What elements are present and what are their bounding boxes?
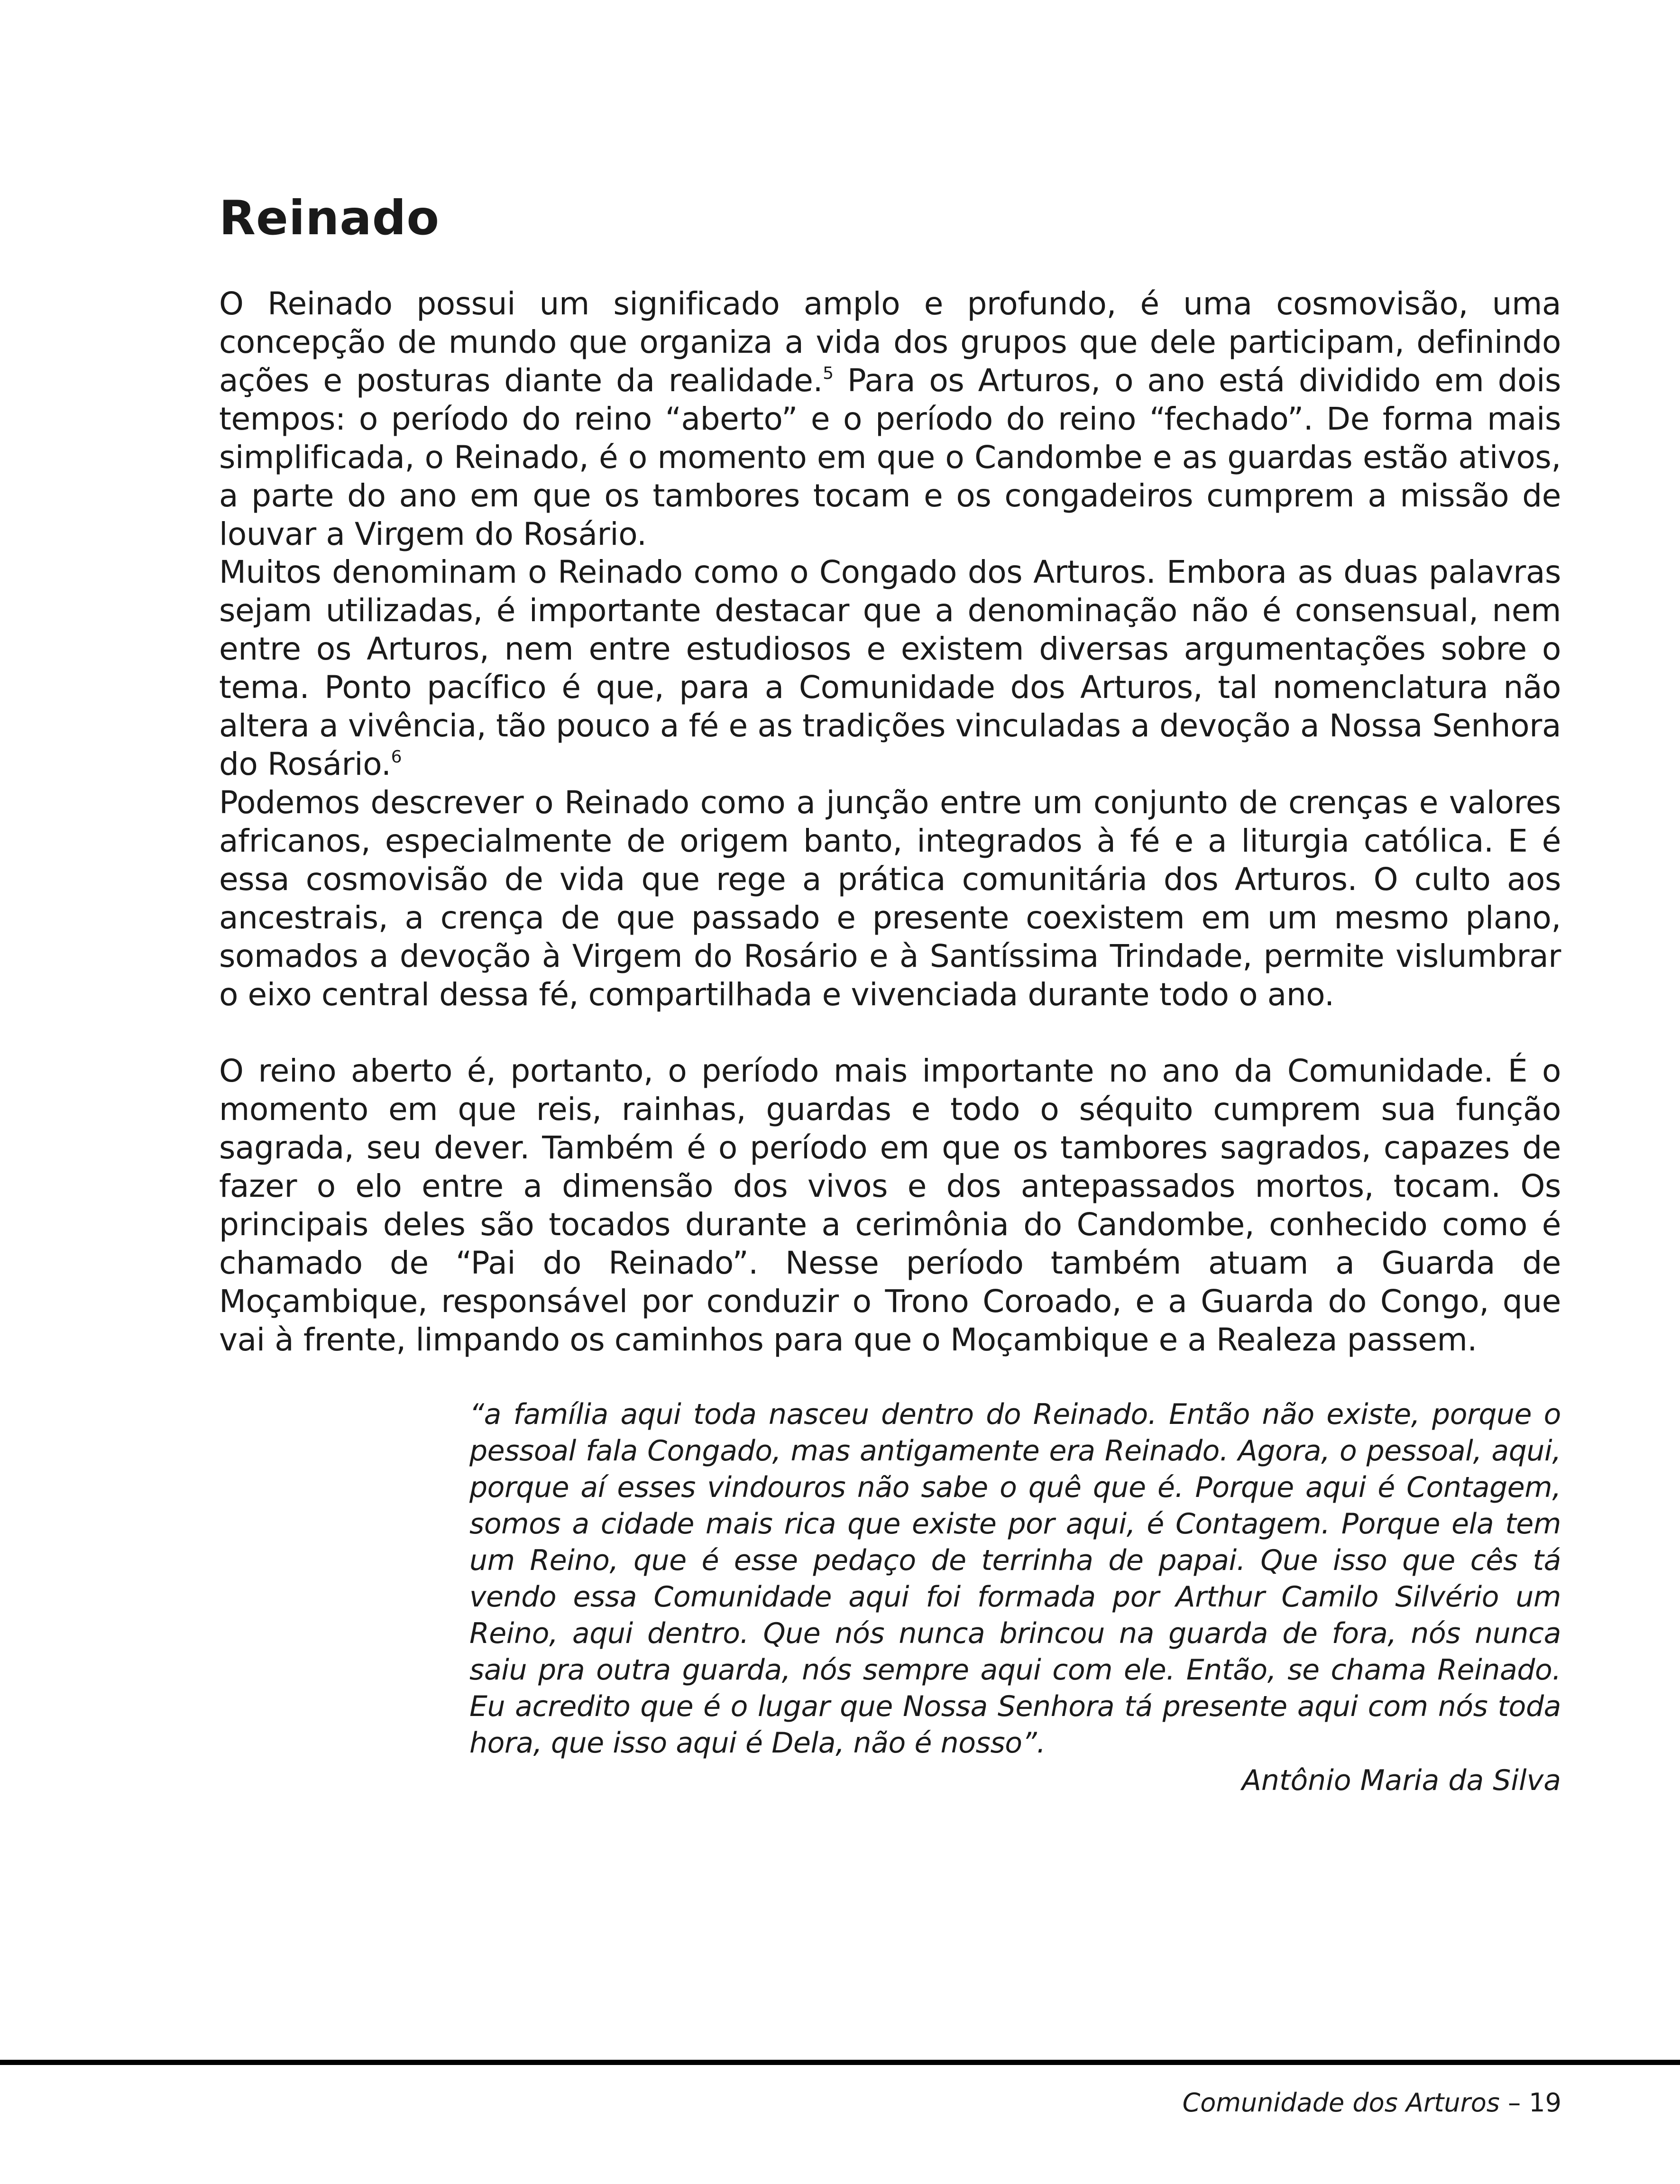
- paragraph-2: [219, 553, 1561, 783]
- paragraph-1: [219, 284, 1561, 553]
- paragraph-1-text: O Reinado possui um significado amplo e profundo, é uma cosmovisão, uma concepção de mundo que organiza a vida dos grupos que dele participam, definindo ações e posturas diante da realidade.: [219, 285, 1561, 399]
- paragraph-1-text-cont: Para os Arturos, o ano está dividido em dois tempos: o período do reino “aberto” e o período do reino “fechado”. De forma mais simplificada, o Reinado, é o momento em que o Candombe e as guardas estão ativos, a parte do ano em que os tambores tocam e os congadeiros cumprem a missão de louvar a Virgem do Rosário.: [219, 362, 1561, 552]
- quote-text: “a família aqui toda nasceu dentro do Reinado. Então não existe, porque o pessoal fala Congado, mas antigamente era Reinado. Agora, o pessoal, aqui, porque aí esses vindouros não sabe o quê que é. Porque aqui é Contagem, somos a cidade mais rica que existe por aqui, é Contagem. Porque ela tem um Reino, que é esse pedaço de terrinha de papai. Que isso que cês tá vendo essa Comunidade aqui foi formada por Arthur Camilo Silvério um Reino, aqui dentro. Que nós nunca brincou na guarda de fora, nós nunca saiu pra outra guarda, nós sempre aqui com ele. Então, se chama Reinado. Eu acredito que é o lugar que Nossa Senhora tá presente aqui com nós toda hora, que isso aqui é Dela, não é nosso”.: [469, 1398, 1561, 1760]
- block-quote: [469, 1396, 1561, 1799]
- paragraph-4: O reino aberto é, portanto, o período mais importante no ano da Comunidade. É o momento em que reis, rainhas, guardas e todo o séquito cumprem sua função sagrada, seu dever. Também é o período em que os tambores sagrados, capazes de fazer o elo entre a dimensão dos vivos e dos antepassados mortos, tocam. Os principais deles são tocados durante a cerimônia do Candombe, conhecido como é chamado de “Pai do Reinado”. Nesse período também atuam a Guarda de Moçambique, responsável por conduzir o Trono Coroado, e a Guarda do Congo, que vai à frente, limpando os caminhos para que o Moçambique e a Realeza passem.: [219, 1053, 1561, 1358]
- footnote-ref-5[interactable]: 5: [823, 364, 834, 383]
- page-number: 19: [1529, 2088, 1561, 2118]
- paragraph-2-text: Muitos denominam o Reinado como o Congado dos Arturos. Embora as duas palavras sejam utilizadas, é importante destacar que a denominação não é consensual, nem entre os Arturos, nem entre estudiosos e existem diversas argumentações sobre o tema. Ponto pacífico é que, para a Comunidade dos Arturos, tal nomenclatura não altera a vivência, tão pouco a fé e as tradições vinculadas a devoção a Nossa Senhora do Rosário.: [219, 554, 1561, 782]
- paragraph-3: Podemos descrever o Reinado como a junção entre um conjunto de crenças e valores africanos, especialmente de origem banto, integrados à fé e a liturgia católica. E é essa cosmovisão de vida que rege a prática comunitária dos Arturos. O culto aos ancestrais, a crença de que passado e presente coexistem em um mesmo plano, somados a devoção à Virgem do Rosário e à Santíssima Trindade, permite vislumbrar o eixo central dessa fé, compartilhada e vivenciada durante todo o ano.: [219, 784, 1561, 1013]
- footnote-ref-6[interactable]: 6: [391, 747, 402, 767]
- page-footer: [1183, 2086, 1561, 2120]
- footer-separator: –: [1499, 2088, 1529, 2118]
- footer-divider: [0, 2060, 1680, 2065]
- section-heading: Reinado: [219, 190, 440, 246]
- quote-author: Antônio Maria da Silva: [1241, 1764, 1561, 1797]
- footer-publication: Comunidade dos Arturos: [1182, 2088, 1500, 2118]
